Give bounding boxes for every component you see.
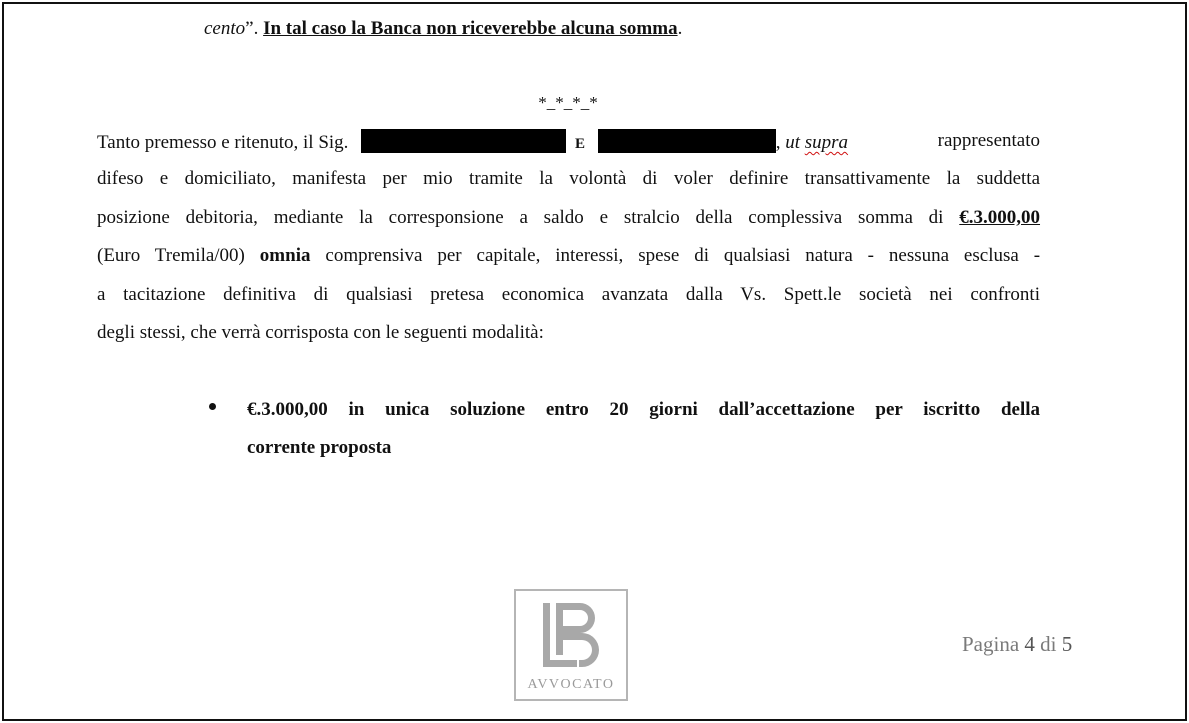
page-frame: [2, 2, 1187, 721]
bullet-dot: [209, 403, 216, 410]
lawyer-logo: [514, 589, 628, 701]
bullet-line-2: corrente proposta: [247, 437, 392, 458]
paragraph-line-3: [97, 206, 1040, 230]
lb-monogram-icon: [516, 597, 626, 677]
paragraph-line-1: [97, 129, 1040, 156]
redacted-name-1: [361, 129, 566, 153]
paragraph-line-4: [97, 244, 1040, 268]
page-label: Pagina: [962, 632, 1020, 656]
line1-end: rappresentato: [937, 130, 1040, 151]
line1-start: Tanto premesso e ritenuto, il Sig.: [97, 132, 349, 153]
italic-word: cento: [204, 18, 246, 39]
omnia-word: omnia: [259, 245, 311, 266]
paragraph-line-2: difeso e domiciliato, manifesta per mio tramite la volontà di voler definire transattivamente la suddetta: [97, 168, 1040, 189]
line3-text: posizione debitoria, mediante la corresponsione a saldo e stralcio della complessiva somma di: [97, 207, 944, 228]
page-current: 4: [1024, 632, 1035, 656]
bullet-line-1: €.3.000,00 in unica soluzione entro 20 giorni dall’accettazione per iscritto della: [247, 399, 1040, 420]
bank-statement: In tal caso la Banca non riceverebbe alcuna somma: [263, 18, 678, 39]
document-page: [4, 4, 1185, 719]
line4-rest: comprensiva per capitale, interessi, spese di qualsiasi natura - nessuna esclusa -: [325, 245, 1041, 266]
connector: E: [574, 136, 585, 152]
amount: €.3.000,00: [959, 207, 1041, 228]
line4-start: (Euro Tremila/00): [97, 245, 245, 266]
logo-text: AVVOCATO: [527, 677, 615, 692]
paragraph-line-6: degli stessi, che verrà corrisposta con le seguenti modalità:: [97, 322, 544, 343]
page-of: di: [1040, 632, 1057, 656]
after-italic: ”.: [245, 18, 264, 39]
paragraph-line-5: a tacitazione definitiva di qualsiasi pretesa economica avanzata dalla Vs. Spett.le società nei confronti: [97, 284, 1040, 305]
ut-word: ut: [785, 132, 800, 153]
page-total: 5: [1061, 632, 1073, 656]
top-line: [204, 17, 682, 41]
end-punct: .: [677, 18, 683, 39]
section-separator: *_*_*_*: [538, 93, 598, 112]
supra-word: supra: [804, 132, 849, 153]
after-redaction: ,: [775, 132, 786, 153]
redacted-name-2: [598, 129, 776, 153]
page-number: [962, 632, 1072, 657]
